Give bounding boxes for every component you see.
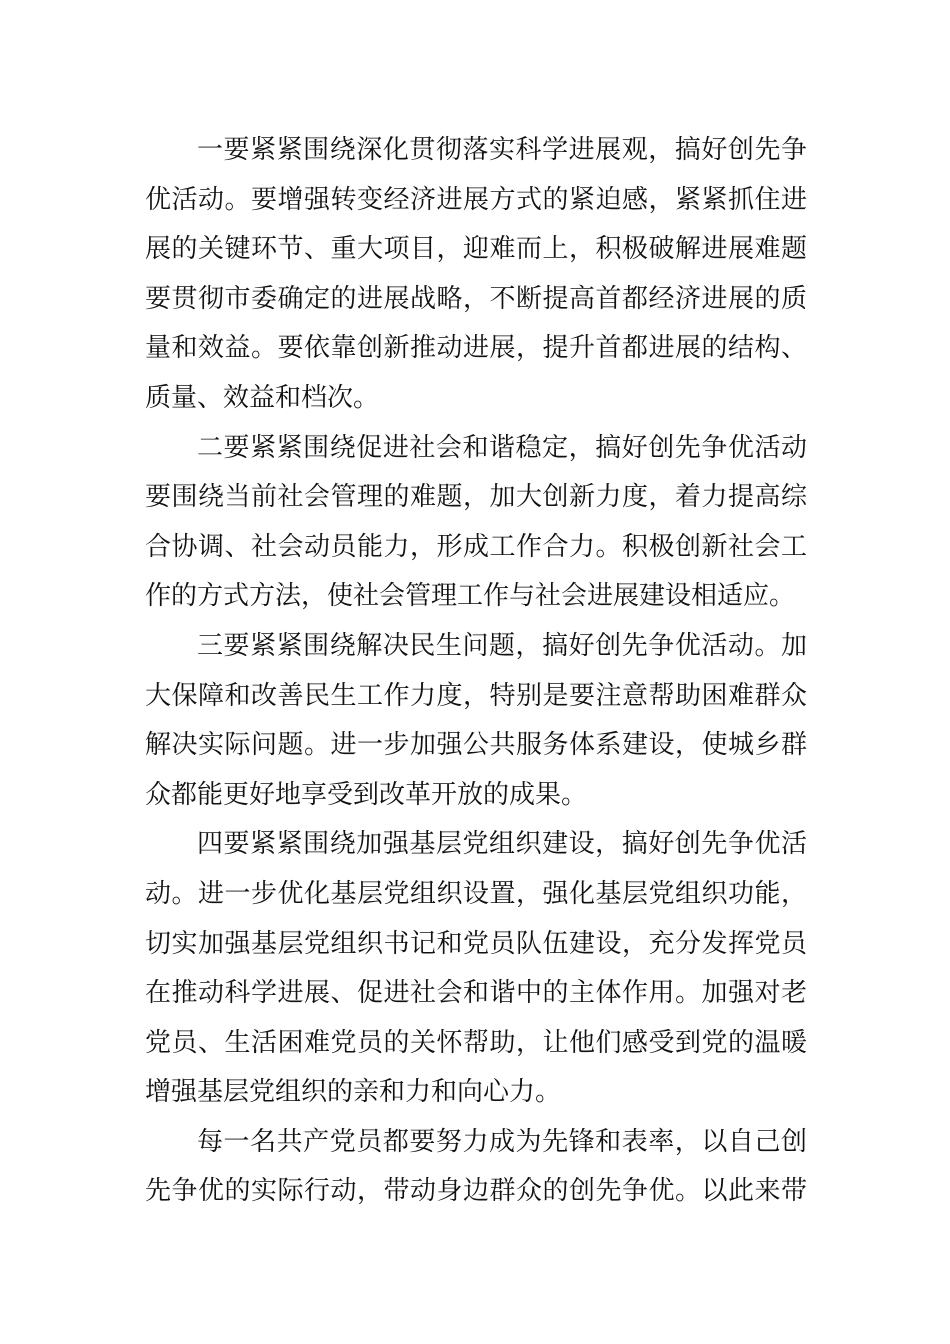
text-line: 一要紧紧围绕深化贯彻落实科学进展观，搞好创先争 xyxy=(197,135,807,165)
text-line: 作的方式方法，使社会管理工作与社会进展建设相适应。 xyxy=(145,581,796,612)
text-line: 解决实际问题。进一步加强公共服务体系建设，使城乡群 xyxy=(145,730,807,761)
document-body xyxy=(145,126,807,1217)
paragraph-5 xyxy=(145,1118,807,1217)
text-line: 党员、生活困难党员的关怀帮助，让他们感受到党的温暖 xyxy=(145,1027,807,1058)
text-line: 四要紧紧围绕加强基层党组织建设，搞好创先争优活 xyxy=(197,829,807,860)
paragraph-3 xyxy=(145,622,807,820)
paragraph-1 xyxy=(145,126,807,424)
text-line: 展的关键环节、重大项目，迎难而上，积极破解进展难题 xyxy=(145,234,807,265)
text-line: 先争优的实际行动，带动身边群众的创先争优。以此来带 xyxy=(145,1176,807,1207)
text-line: 大保障和改善民生工作力度，特别是要注意帮助困难群众 xyxy=(145,680,807,711)
text-line: 每一名共产党员都要努力成为先锋和表率，以自己创 xyxy=(197,1126,807,1157)
text-line: 二要紧紧围绕促进社会和谐稳定，搞好创先争优活动 xyxy=(197,432,807,463)
text-line: 优活动。要增强转变经济进展方式的紧迫感，紧紧抓住进 xyxy=(145,184,807,215)
paragraph-4 xyxy=(145,820,807,1118)
paragraph-2 xyxy=(145,424,807,622)
text-line: 在推动科学进展、促进社会和谐中的主体作用。加强对老 xyxy=(145,978,807,1009)
text-line: 三要紧紧围绕解决民生问题，搞好创先争优活动。加 xyxy=(197,630,807,661)
text-line: 动。进一步优化基层党组织设置，强化基层党组织功能， xyxy=(145,878,807,909)
text-line: 合协调、社会动员能力，形成工作合力。积极创新社会工 xyxy=(145,531,807,562)
text-line: 众都能更好地享受到改革开放的成果。 xyxy=(145,779,588,810)
text-line: 要围绕当前社会管理的难题，加大创新力度，着力提高综 xyxy=(145,482,807,513)
text-line: 量和效益。要依靠创新推动进展，提升首都进展的结构、 xyxy=(145,333,807,364)
text-line: 质量、效益和档次。 xyxy=(145,382,380,413)
text-line: 切实加强基层党组织书记和党员队伍建设，充分发挥党员 xyxy=(145,928,807,959)
text-line: 增强基层党组织的亲和力和向心力。 xyxy=(145,1077,562,1108)
text-line: 要贯彻市委确定的进展战略，不断提高首都经济进展的质 xyxy=(145,283,807,314)
